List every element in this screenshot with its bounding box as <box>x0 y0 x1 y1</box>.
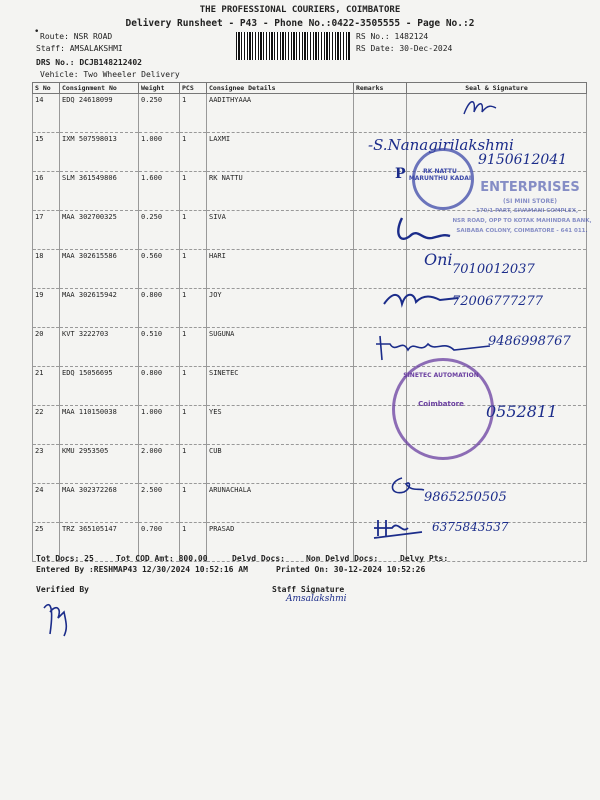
col-sno: S No <box>33 83 60 94</box>
cell-weight: 0.700 <box>139 523 180 562</box>
handwriting-row-16: P <box>395 166 406 182</box>
cell-sno: 19 <box>33 289 60 328</box>
dot-mark: • <box>34 27 40 37</box>
cell-consignee: AADITHYAAA <box>207 94 354 133</box>
verified-by-label: Verified By <box>36 585 89 594</box>
barcode <box>236 32 350 60</box>
rs-number: RS No.: 1482124 <box>356 32 429 41</box>
handwriting-row-18: Oni <box>424 250 453 269</box>
cell-weight: 0.250 <box>139 94 180 133</box>
table-header-row <box>33 83 587 94</box>
cell-sno: 24 <box>33 484 60 523</box>
sinetec-stamp-name: SINETEC AUTOMATION <box>403 372 479 379</box>
cell-cno: MAA 302615942 <box>60 289 139 328</box>
cell-consignee: PRASAD <box>207 523 354 562</box>
cell-pcs: 1 <box>180 406 207 445</box>
cell-pcs: 1 <box>180 328 207 367</box>
cell-remarks <box>354 94 407 133</box>
cell-consignee: YES <box>207 406 354 445</box>
enterprises-stamp-line3: NSR ROAD, OPP TO KOTAK MAHINDRA BANK, <box>452 218 592 224</box>
delivered-docs: Delvd Docs: <box>232 554 285 563</box>
staff-signature-label: Staff Signature <box>272 585 345 594</box>
signature-row-24 <box>386 474 426 498</box>
signature-row-20 <box>374 332 492 362</box>
staff: Staff: AMSALAKSHMI <box>36 44 123 53</box>
delivery-points: Delvy Pts: <box>400 554 449 563</box>
total-docs: Tot Docs: 25 <box>36 554 94 563</box>
cell-consignee: JOY <box>207 289 354 328</box>
printed-on: Printed On: 30-12-2024 10:52:26 <box>276 565 426 574</box>
cell-cno: IXM 507598013 <box>60 133 139 172</box>
entered-by: Entered By :RESHMAP43 12/30/2024 10:52:16 AM <box>36 565 248 574</box>
table-row <box>33 367 587 406</box>
handwriting-row-22: 0552811 <box>486 402 558 421</box>
rk-nattu-stamp-text: RK NATTU MARUNTHU KADAI <box>408 168 472 182</box>
company-title: THE PROFESSIONAL COURIERS, COIMBATORE <box>199 5 401 15</box>
handwriting-row-24-phone: 9865250505 <box>424 490 507 505</box>
enterprises-stamp-line2: 170/1 PART, SIVAMANI COMPLEX, <box>475 208 579 214</box>
cell-pcs: 1 <box>180 445 207 484</box>
cell-pcs: 1 <box>180 133 207 172</box>
sinetec-stamp-city: Coimbatore <box>418 400 464 408</box>
cell-cno: KVT 3222703 <box>60 328 139 367</box>
handwriting-row-19-phone: 72006777277 <box>452 294 543 309</box>
vehicle: Vehicle: Two Wheeler Delivery <box>40 70 180 79</box>
table-row <box>33 94 587 133</box>
signature-row-19 <box>380 288 460 312</box>
signature-row-17 <box>392 214 452 248</box>
cell-sno: 16 <box>33 172 60 211</box>
cell-weight: 0.510 <box>139 328 180 367</box>
cell-cno: EDQ 15056695 <box>60 367 139 406</box>
cell-sno: 20 <box>33 328 60 367</box>
handwriting-row-15: -S.Nanagirilakshmi <box>368 136 514 154</box>
verified-by-signature <box>40 598 80 638</box>
cell-weight: 2.500 <box>139 484 180 523</box>
cell-weight: 0.560 <box>139 250 180 289</box>
cell-remarks <box>354 250 407 289</box>
cell-sno: 15 <box>33 133 60 172</box>
cell-sno: 14 <box>33 94 60 133</box>
cell-pcs: 1 <box>180 250 207 289</box>
cell-cno: MAA 302700325 <box>60 211 139 250</box>
handwriting-row-25-phone: 6375843537 <box>432 520 509 534</box>
col-consignment: Consignment No <box>60 83 139 94</box>
cell-sno: 21 <box>33 367 60 406</box>
cell-weight: 1.600 <box>139 172 180 211</box>
col-pcs: PCS <box>180 83 207 94</box>
cell-pcs: 1 <box>180 94 207 133</box>
handwriting-row-15-phone: 9150612041 <box>478 152 568 168</box>
col-remarks: Remarks <box>354 83 407 94</box>
cell-sno: 18 <box>33 250 60 289</box>
cell-cno: SLM 361549806 <box>60 172 139 211</box>
cell-cno: MAA 302615586 <box>60 250 139 289</box>
signature-row-14 <box>460 94 500 120</box>
cell-pcs: 1 <box>180 367 207 406</box>
cell-weight: 0.250 <box>139 211 180 250</box>
total-cod-amount: Tot COD Amt: 800.00 <box>116 554 208 563</box>
cell-weight: 2.000 <box>139 445 180 484</box>
cell-pcs: 1 <box>180 484 207 523</box>
rs-date: RS Date: 30-Dec-2024 <box>356 44 453 53</box>
enterprises-stamp-name: ENTERPRISES <box>480 180 580 195</box>
enterprises-stamp-line1: (SI MINI STORE) <box>503 198 557 205</box>
non-delivered-docs: Non Delvd Docs: <box>306 554 379 563</box>
cell-consignee: RK NATTU <box>207 172 354 211</box>
cell-pcs: 1 <box>180 211 207 250</box>
cell-sno: 25 <box>33 523 60 562</box>
cell-consignee: HARI <box>207 250 354 289</box>
cell-sno: 22 <box>33 406 60 445</box>
cell-consignee: CUB <box>207 445 354 484</box>
signature-row-25 <box>372 516 428 540</box>
cell-cno: KMU 2953505 <box>60 445 139 484</box>
col-weight: Weight <box>139 83 180 94</box>
runsheet-subtitle: Delivery Runsheet - P43 - Phone No.:0422-3505555 - Page No.:2 <box>125 18 475 29</box>
route: Route: NSR ROAD <box>40 32 113 41</box>
table-row <box>33 445 587 484</box>
cell-sno: 17 <box>33 211 60 250</box>
cell-weight: 1.000 <box>139 406 180 445</box>
handwriting-row-18-phone: 7010012037 <box>452 262 535 277</box>
cell-sno: 23 <box>33 445 60 484</box>
cell-weight: 0.800 <box>139 367 180 406</box>
cell-consignee: SINETEC <box>207 367 354 406</box>
cell-consignee: LAXMI <box>207 133 354 172</box>
col-consignee: Consignee Details <box>207 83 354 94</box>
cell-pcs: 1 <box>180 289 207 328</box>
staff-signature: Amsalakshmi <box>286 594 347 604</box>
cell-cno: MAA 302372268 <box>60 484 139 523</box>
cell-cno: TRZ 365105147 <box>60 523 139 562</box>
cell-cno: EDQ 24618099 <box>60 94 139 133</box>
cell-consignee: SIVA <box>207 211 354 250</box>
handwriting-row-20-phone: 9486998767 <box>488 334 571 349</box>
cell-pcs: 1 <box>180 523 207 562</box>
cell-cno: MAA 110150038 <box>60 406 139 445</box>
cell-consignee: ARUNACHALA <box>207 484 354 523</box>
cell-weight: 0.800 <box>139 289 180 328</box>
drs-number: DRS No.: DCJB148212402 <box>36 58 142 67</box>
enterprises-stamp-line4: SAIBABA COLONY, COIMBATORE - 641 011. <box>456 228 588 234</box>
cell-weight: 1.000 <box>139 133 180 172</box>
cell-consignee: SUGUNA <box>207 328 354 367</box>
cell-pcs: 1 <box>180 172 207 211</box>
col-seal: Seal & Signature <box>407 83 587 94</box>
